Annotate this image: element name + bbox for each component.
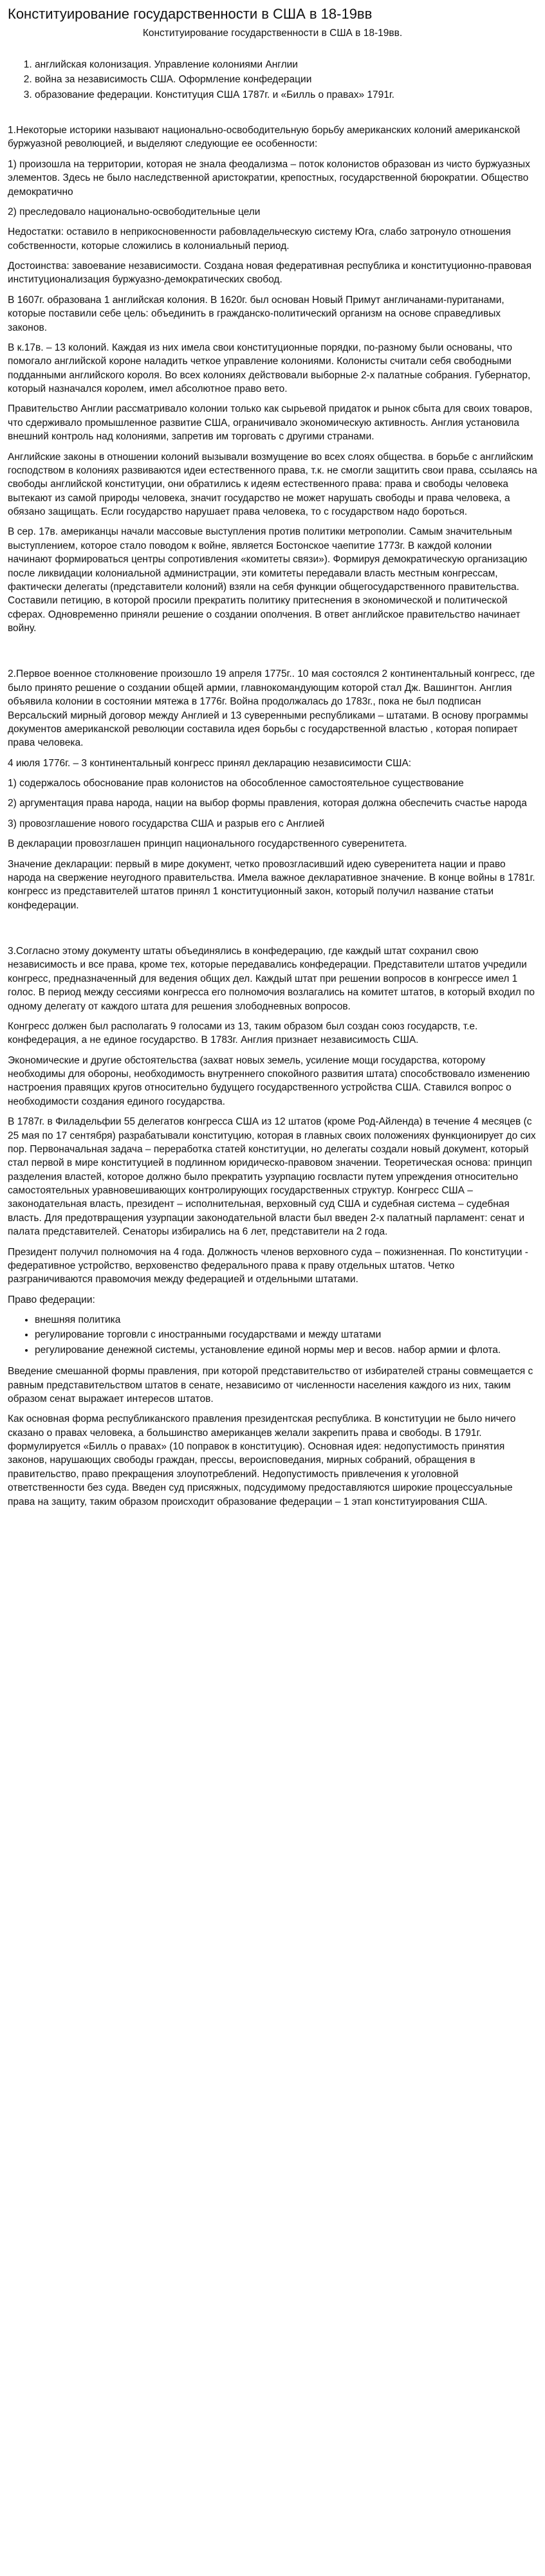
outline-item: 1. английская колонизация. Управление колониями Англии — [35, 58, 537, 71]
paragraph: Президент получил полномочия на 4 года. Должность членов верховного суда – пожизненная. По конституции - федеративное устройство, верховенство федерального права к праву отдельных штатов. Четко разграничиваются правомочия между федерацией и отдельными штатами. — [8, 1246, 528, 1285]
paragraph: 3.Согласно этому документу штаты объединялись в конфедерацию, где каждый штат сохранил свою независимость и все права, кроме тех, которые передавались конфедерации. Представители штатов учредили конгресс, предназначенный для ведения общих дел. Каждый штат при решении вопросов в конгрессе имел 1 голос. В период между сессиями конгресса его полномочия возлагались на комитет штатов, в который входил по одному делегату от каждого штата для решения злободневных вопросов. — [8, 946, 535, 1012]
paragraph: Экономические и другие обстоятельства (захват новых земель, усиление мощи государства, которому необходимы для обороны, необходимость внутреннего спокойного развития штата) способствовало изменению настроения правящих кругов относительно будущего государственного устройства США. Ставился вопрос о необходимости создания единого государства. — [8, 1054, 530, 1107]
section-independence-war — [8, 667, 537, 912]
paragraph: 1.Некоторые историки называют национально-освободительную борьбу американских колоний американской буржуазной революцией, и выделяют следующие ее особенности: — [8, 125, 521, 150]
paragraph: 1) произошла на территории, которая не знала феодализма – поток колонистов образован из чисто буржуазных элементов. Здесь не было наследственной аристократии, крепостных, государственной бюрократии. Общество демократично — [8, 158, 530, 198]
outline-item: 3. образование федерации. Конституция США 1787г. и «Билль о правах» 1791г. — [35, 88, 537, 102]
section-gap — [8, 919, 537, 944]
paragraph: Правительство Англии рассматривало колонии только как сырьевой придаток и рынок сбыта для своих товаров, что сдерживало промышленное развитие США, ограничивало экономическую активность. Англия установила внешний контроль над колониями, запретив им торговать с другими странами. — [8, 403, 533, 443]
outline-list — [8, 58, 537, 102]
page-title: Конституирование государственности в США в 18-19вв — [8, 6, 373, 22]
paragraph: Введение смешанной формы правления, при которой представительство от избирателей страны совмещается с равным представительством штатов в сенате, независимо от численности населения каждого из них, таким образом сенат выражает интересов штатов. — [8, 1366, 533, 1404]
paragraph: 1) содержалось обоснование прав колонистов на обособленное самостоятельное существование — [8, 778, 464, 789]
paragraph: Недостатки: оставило в неприкосновенности рабовладельческую систему Юга, слабо затронуло отношения собственности, которые сложились в колониальный период. — [8, 226, 512, 252]
paragraph: В декларации провозглашен принцип национального государственного суверенитета. — [8, 838, 407, 850]
paragraph: Английские законы в отношении колоний вызывали возмущение во всех слоях общества. в борьбе с английским господством в колониях развиваются идеи естественного права, т.к. не смогли защитить свои права, ссылаясь на свободы английской конституции, они обратились к идеям естественного права: права и свободы человека вытекают из самой природы человека, значит государство не может нарушать свободы и права человека, а обязано защищать. Если государство нарушает права человека, то с государством надо бороться. — [8, 451, 537, 518]
document-subtitle: Конституирование государственности в США в 18-19вв. — [142, 27, 403, 39]
paragraph: 2.Первое военное столкновение произошло 19 апреля 1775г.. 10 мая состоялся 2 континентальный конгресс, где было принято решение о создании общей армии, главнокомандующим которой стал Дж. Вашингтон. Англия объявила колонии в состоянии мятежа в 1776г. Война продолжалась до 1783г., пока не был подписан Версальский мирный договор между Англией и 13 суверенными республиками – штатами. В основу программы документов американской революции составила идея борьбы с государственной властью , которая попирает права человека. — [8, 668, 535, 749]
paragraph: 2) аргументация права народа, нации на выбор формы правления, которая должна обеспечить счастье народа — [8, 798, 527, 809]
paragraph: Право федерации: — [8, 1294, 95, 1305]
paragraph: Как основная форма республиканского правления президентская республика. В конституции не было ничего сказано о правах человека, а большинство американцев желали закрепить права и свободы. В 1791г. формулируется «Билль о правах» (10 поправок в конституцию). Основная идея: недопустимость принятия законов, нарушающих свободы граждан, прессы, вероисповедания, мирных собраний, обращения в правительство, право прекращения злоупотреблений. Недопустимость привлечения к уголовной ответственности без суда. Введен суд присяжных, подсудимому предоставляются широкие процессуальные права на защиту, таким образом происходит образование федерации – 1 этап конституирования США. — [8, 1413, 516, 1507]
paragraph: Конгресс должен был располагать 9 голосами из 13, таким образом был создан союз государств, т.е. конфедерация, а не единое государство. В 1783г. Англия признает независимость США. — [8, 1020, 478, 1046]
paragraph: В 1787г. в Филадельфии 55 делегатов конгресса США из 12 штатов (кроме Род-Айленда) в течение 4 месяцев (с 25 мая по 17 сентября) разрабатывали конституцию, которая в главных своих положениях функционирует до сих пор. Первоначальная задача – переработка статей конституции, но делегаты создали новый документ, который стал первой в мире конституцией в подлинном юридическо-правовом значении. Теоретическая основа: принцип разделения властей, которое должно было прекратить узурпацию госвласти путем упреждения относительно самостоятельных уравновешивающих контролирующих государственных структур. Конгресс США – законодательная власть, президент – исполнительная, верховный суд США и судебная система – судебная власть. Для предотвращения узурпации законодательной власти был введен 2-х палатный парламент: сенат и палата представителей. Сенаторы избирались на 6 лет, представители на 2 года. — [8, 1116, 536, 1238]
federal-rights-list — [8, 1313, 537, 1357]
section-federation — [8, 944, 537, 1509]
list-item: • регулирование денежной системы, установление единой нормы мер и весов. набор армии и флота. — [35, 1343, 537, 1357]
paragraph: Значение декларации: первый в мире документ, четко провозгласивший идею суверенитета нации и право народа на свержение неугодного правительства. Имела важное декларативное значение. В конце войны в 1781г. конгресс из представителей штатов принял 1 конституционный закон, который получил название статьи конфедерации. — [8, 858, 535, 911]
list-item: • регулирование торговли с иностранными государствами и между штатами — [35, 1328, 537, 1341]
outline-item: 2. война за независимость США. Оформление конфедерации — [35, 73, 537, 86]
paragraph: 4 июля 1776г. – 3 континентальный конгресс принял декларацию независимости США: — [8, 757, 412, 769]
list-item: • внешняя политика — [35, 1313, 537, 1327]
paragraph: 3) провозглашение нового государства США и разрыв его с Англией — [8, 818, 325, 829]
paragraph: В 1607г. образована 1 английская колония. В 1620г. был основан Новый Примут англичанами-пуританами, которые поставили себе цель: объединить в гражданско-политический организм на основе справедливых законов. — [8, 294, 504, 333]
paragraph: Достоинства: завоевание независимости. Создана новая федеративная республика и конституционно-правовая институционализация буржуазно-демократических свобод. — [8, 261, 531, 286]
section-colonization — [8, 124, 537, 635]
section-gap — [8, 641, 537, 667]
paragraph: В сер. 17в. американцы начали массовые выступления против политики метрополии. Самым значительным выступлением, которое стало поводом к войне, является Бостонское чаепитие 1773г. В каждой колонии начинают формироваться центры сопротивления «комитеты связи»). Формируя демократическую организацию после ликвидации колониальной администрации, эти комитеты передавали власть местным конгрессам, фактически делегаты (представители колоний) взяли на себя функции общегосударственного правительства. Составили петицию, в которой просили прекратить политику притеснения в экономической и политической сферах. Одновременно приняли решение о создании ополчения. В ответ английское правительство начинает войну. — [8, 526, 528, 634]
paragraph: 2) преследовало национально-освободительные цели — [8, 206, 261, 217]
paragraph: В к.17в. – 13 колоний. Каждая из них имела свои конституционные порядки, по-разному были основаны, что помогало английской короне наладить четкое управление колониями. Колонисты считали себя свободными подданными английского короля. Во всех колониях действовали выборные 2-х палатные собрания. Губернатор, который назначался королем, имел абсолютное право вето. — [8, 342, 531, 395]
